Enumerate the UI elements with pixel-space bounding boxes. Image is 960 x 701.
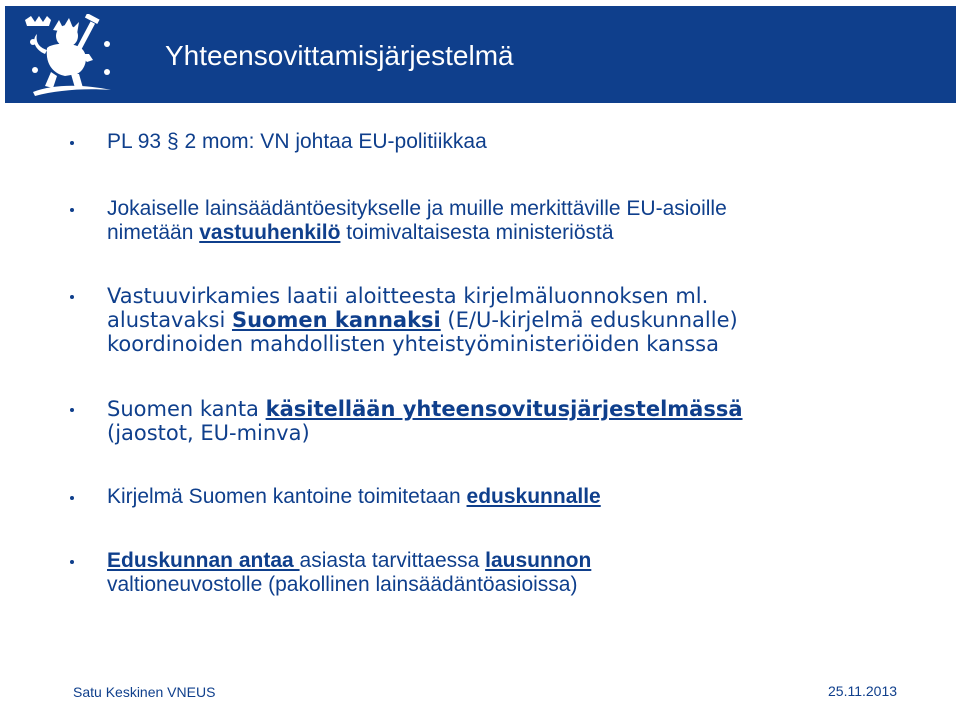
bullet-item — [62, 397, 922, 445]
highlight-suomen-kannaksi: Suomen kannaksi — [231, 308, 441, 332]
highlight-vastuuhenkilo: vastuuhenkilö — [199, 221, 341, 244]
footer-author: Satu Keskinen VNEUS — [73, 684, 216, 700]
bullet-dot-icon — [70, 141, 74, 145]
slide-title: Yhteensovittamisjärjestelmä — [165, 40, 514, 71]
bullet-item — [62, 485, 922, 509]
footer-date: 25.11.2013 — [828, 683, 898, 699]
bullet-text: Vastuuvirkamies laatii aloitteesta kirjelmäluonnoksen ml. alustavaksi Suomen kannaksi (E/U-kirjelmä eduskunnalle) koordinoiden mahdollisten yhteistyöministeriöiden kanssa — [107, 284, 738, 356]
highlight-lausunnon: lausunnon — [485, 549, 592, 572]
bullet-text: Suomen kanta käsitellään yhteensovitusjärjestelmässä (jaostot, EU-minva) — [107, 397, 743, 445]
bullet-item — [62, 130, 922, 154]
bullet-dot-icon — [70, 408, 74, 412]
highlight-eduskunnan-antaa: Eduskunnan antaa — [107, 549, 300, 572]
bullet-dot-icon — [70, 496, 74, 500]
bullet-dot-icon — [70, 295, 74, 299]
bullet-text: Kirjelmä Suomen kantoine toimitetaan eduskunnalle — [107, 485, 601, 508]
bullet-item — [62, 197, 922, 245]
highlight-kasitellaan: käsitellään yhteensovitusjärjestelmässä — [265, 397, 743, 421]
bullet-text: Jokaiselle lainsäädäntöesitykselle ja muille merkittäville EU-asioille nimetään vastuuhenkilö toimivaltaisesta ministeriöstä — [107, 197, 727, 244]
bullet-dot-icon — [70, 560, 74, 564]
bullet-dot-icon — [70, 208, 74, 212]
bullet-text: Eduskunnan antaa asiasta tarvittaessa lausunnon valtioneuvostolle (pakollinen lainsäädäntöasioissa) — [107, 549, 592, 596]
highlight-eduskunnalle: eduskunnalle — [466, 485, 601, 508]
bullet-item — [62, 549, 922, 597]
bullet-text: PL 93 § 2 mom: VN johtaa EU-politiikkaa — [107, 130, 487, 153]
bullet-item — [62, 284, 922, 356]
